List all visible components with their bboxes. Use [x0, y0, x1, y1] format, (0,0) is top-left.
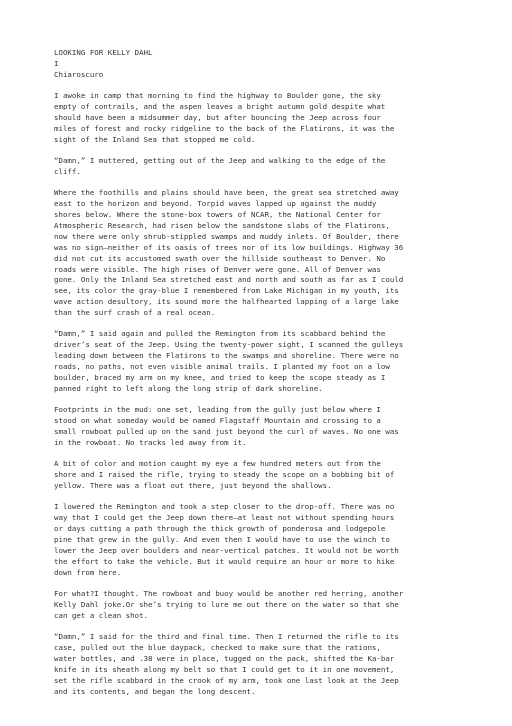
text-line: “Damn,” I said for the third and final time. Then I returned the rifle to its: [54, 631, 399, 641]
paragraph-gap: [54, 449, 464, 459]
text-line: sight of the Inland Sea that stopped me cold.: [54, 134, 256, 144]
text-line: pine that grew in the gully. And even then I would have to use the winch to: [54, 534, 390, 544]
document-page: [54, 48, 464, 698]
text-line: lower the Jeep over boulders and near-vertical patches. It would not be worth: [54, 545, 399, 555]
text-line: driver’s seat of the Jeep. Using the twenty-power sight, I scanned the gulleys: [54, 340, 404, 350]
text-line: A bit of color and motion caught my eye a few hundred meters out from the: [54, 459, 381, 469]
text-line: Where the foothills and plains should have been, the great sea stretched away: [54, 187, 399, 197]
text-line: shore and I raised the rifle, trying to steady the scope on a bobbing bit of: [54, 470, 395, 480]
text-line: shores below. Where the stone-box towers of NCAR, the National Center for: [54, 209, 381, 219]
text-line: now there were only shrub-stippled swamps and muddy inlets. Of Boulder, there: [54, 231, 399, 241]
paragraph-gap: [54, 146, 464, 156]
text-line: roads, no paths, not even visible animal trails. I planted my foot on a low: [54, 362, 390, 372]
paragraph-gap: [54, 579, 464, 589]
text-line: I awoke in camp that morning to find the highway to Boulder gone, the sky: [54, 91, 381, 100]
body-text: [54, 91, 464, 698]
chapter-title: Chiaroscuro: [54, 69, 104, 79]
text-line: set the rifle scabbard in the crook of my arm, took one last look at the Jeep: [54, 675, 399, 685]
paragraph: [54, 156, 464, 178]
text-line: knife in its sheath along my belt so that I could get to it in one movement,: [54, 664, 395, 674]
paragraph: [54, 188, 464, 319]
text-line: should have been a midsummer day, but after bouncing the Jeep across four: [54, 112, 381, 122]
text-line: leading down between the Flatirons to the swamps and shoreline. There were no: [54, 351, 399, 361]
paragraph-gap: [54, 395, 464, 405]
text-line: boulder, braced my arm on my knee, and tried to keep the scope steady as I: [54, 373, 386, 383]
text-line: the effort to take the vehicle. But it would require an hour or more to hike: [54, 556, 395, 566]
text-line: “Damn,” I muttered, getting out of the Jeep and walking to the edge of the: [54, 155, 386, 165]
text-line: see, its color the gray-blue I remembered from Lake Michigan in my youth, its: [54, 286, 399, 296]
text-line: can get a clean shot.: [54, 610, 149, 620]
paragraph: [54, 91, 464, 146]
text-line: in the rowboat. No tracks led away from it.: [54, 438, 247, 447]
text-line: than the surf crash of a real ocean.: [54, 308, 216, 318]
text-line: For what?I thought. The rowboat and buoy would be another red herring, another: [54, 588, 404, 598]
text-line: roads were visible. The high rises of Denver were gone. All of Denver was: [54, 264, 381, 274]
paragraph-gap: [54, 178, 464, 188]
paragraph: [54, 459, 464, 492]
text-line: wave action desultory, its sound more the halfhearted lapping of a large lake: [54, 297, 399, 307]
text-line: miles of forest and rocky ridgeline to the back of the Flatirons, it was the: [54, 123, 395, 133]
paragraph-gap: [54, 622, 464, 632]
text-line: and its contents, and began the long descent.: [54, 686, 256, 696]
paragraph: [54, 329, 464, 395]
text-line: did not cut its accustomed swath over the hillside southeast to Denver. No: [54, 253, 386, 263]
text-line: empty of contrails, and the aspen leaves a bright autumn gold despite what: [54, 101, 386, 111]
text-line: yellow. There was a float out there, just beyond the shallows.: [54, 481, 332, 490]
text-line: or days cutting a path through the thick growth of ponderosa and lodgepole: [54, 524, 386, 533]
paragraph: [54, 502, 464, 579]
text-line: case, pulled out the blue daypack, checked to make sure that the rations,: [54, 642, 381, 652]
chapter-number: I: [54, 58, 59, 68]
text-line: panned right to left along the long strip of dark shoreline.: [54, 384, 323, 394]
text-line: I lowered the Remington and took a step closer to the drop-off. There was no: [54, 502, 395, 512]
text-line: cliff.: [54, 166, 81, 176]
text-line: “Damn,” I said again and pulled the Remington from its scabbard behind the: [54, 329, 386, 339]
text-line: stood on what someday would be named Flagstaff Mountain and crossing to a: [54, 416, 381, 426]
paragraph: [54, 632, 464, 698]
book-title: LOOKING FOR KELLY DAHL: [54, 48, 153, 57]
paragraph: [54, 589, 464, 622]
text-line: way that I could get the Jeep down there—at least not without spending hours: [54, 513, 395, 523]
text-line: water bottles, and .38 were in place, tugged on the pack, shifted the Ka-bar: [54, 653, 395, 663]
text-line: gone. Only the Inland Sea stretched east and north and south as far as I could: [54, 275, 404, 285]
text-line: was no sign—neither of its oasis of trees nor of its low buildings. Highway 36: [54, 242, 404, 252]
paragraph-gap: [54, 81, 464, 91]
text-line: Atmospheric Research, had risen below the sandstone slabs of the Flatirons,: [54, 220, 390, 230]
text-line: Kelly Dahl joke.Or she’s trying to lure me out there on the water so that she: [54, 599, 399, 609]
paragraph-gap: [54, 492, 464, 502]
text-line: east to the horizon and beyond. Torpid waves lapped up against the muddy: [54, 198, 377, 208]
paragraph-gap: [54, 319, 464, 329]
text-line: Footprints in the mud: one set, leading from the gully just below where I: [54, 405, 381, 415]
text-line: small rowboat pulled up on the sand just beyond the curl of waves. No one was: [54, 427, 399, 437]
text-line: down from here.: [54, 567, 122, 577]
paragraph: [54, 405, 464, 449]
